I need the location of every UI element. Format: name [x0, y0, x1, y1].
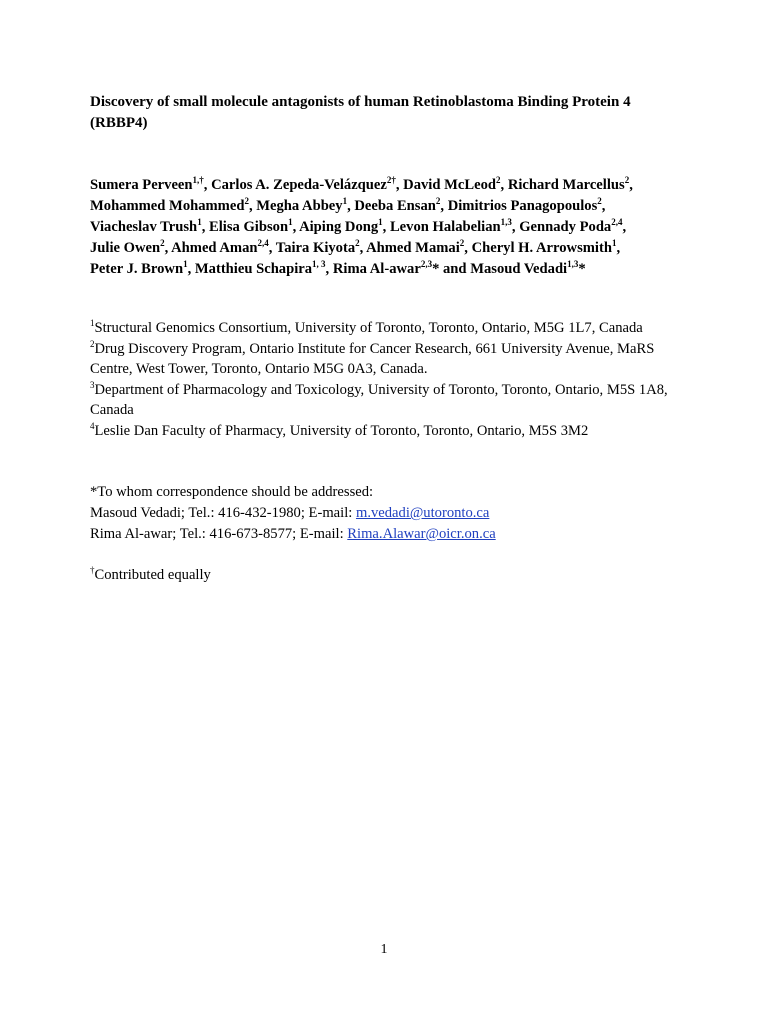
author: Ahmed Aman$^{2,4}$,: [171, 238, 276, 256]
affiliation: $^3$Department of Pharmacology and Toxicology, University of Toronto, Toronto, Ontario, M5S 1A8, Canada: [90, 379, 668, 418]
correspondence-contact: Rima Al-awar; Tel.: 416-673-8577; E-mail: Rima.Alawar@oicr.on.ca: [90, 526, 496, 542]
author: Carlos A. Zepeda-Velázquez$^{2\dagger}$,: [211, 175, 404, 193]
author: Ahmed Mamai$^2$,: [366, 238, 472, 256]
paper-title: Discovery of small molecule antagonists of human Retinoblastoma Binding Protein 4 (RBBP4): [90, 94, 631, 131]
author: Julie Owen$^2$,: [90, 238, 172, 256]
email-link[interactable]: m.vedadi@utoronto.ca: [355, 505, 490, 521]
affiliation: $^4$Leslie Dan Faculty of Pharmacy, University of Toronto, Toronto, Ontario, M5S 3M2: [90, 420, 589, 439]
affiliation: $^2$Drug Discovery Program, Ontario Institute for Cancer Research, 661 University Avenue, MaRS Centre, West Tower, Toronto, Ontario M5G 0A3, Canada.: [90, 338, 655, 377]
author: Peter J. Brown$^1$,: [90, 259, 195, 277]
author: Rima Al-awar$^{2,3}$* and: [332, 259, 471, 277]
author: David McLeod$^2$,: [403, 175, 508, 193]
author: Viacheslav Trush$^1$,: [90, 217, 209, 235]
correspondence-block: [90, 482, 690, 545]
correspondence-contact: Masoud Vedadi; Tel.: 416-432-1980; E-mail: m.vedadi@utoronto.ca: [90, 505, 490, 521]
author: Mohammed Mohammed$^2$,: [90, 196, 257, 214]
affiliation: $^1$Structural Genomics Consortium, University of Toronto, Toronto, Ontario, M5G 1L7, Canada: [90, 318, 643, 336]
author: Gennady Poda$^{2,4}$,: [519, 217, 627, 235]
contribution-note: †Contributed equally: [90, 565, 211, 583]
author: Dimitrios Panagopoulos$^2$,: [447, 196, 606, 214]
author: Richard Marcellus$^2$,: [507, 175, 633, 193]
author: Sumera Perveen$^{1,\dagger}$,: [90, 175, 212, 193]
author: Taira Kiyota$^2$,: [275, 238, 367, 256]
author: Levon Halabelian$^{1,3}$,: [389, 217, 520, 235]
page-number: 1: [380, 942, 388, 957]
author: Aiping Dong$^1$,: [299, 217, 390, 235]
correspondence-heading: *To whom correspondence should be addressed:: [90, 484, 374, 500]
author: Masoud Vedadi$^{1,3}$*: [470, 259, 586, 277]
author: Matthieu Schapira$^{1, 3}$,: [194, 259, 333, 277]
author-list: [90, 175, 690, 280]
author: Cheryl H. Arrowsmith$^1$,: [471, 238, 621, 256]
author: Elisa Gibson$^1$,: [208, 217, 300, 235]
affiliation-list: [90, 318, 690, 441]
author: Megha Abbey$^1$,: [256, 196, 355, 214]
author: Deeba Ensan$^2$,: [354, 196, 448, 214]
email-link[interactable]: Rima.Alawar@oicr.on.ca: [347, 526, 496, 542]
